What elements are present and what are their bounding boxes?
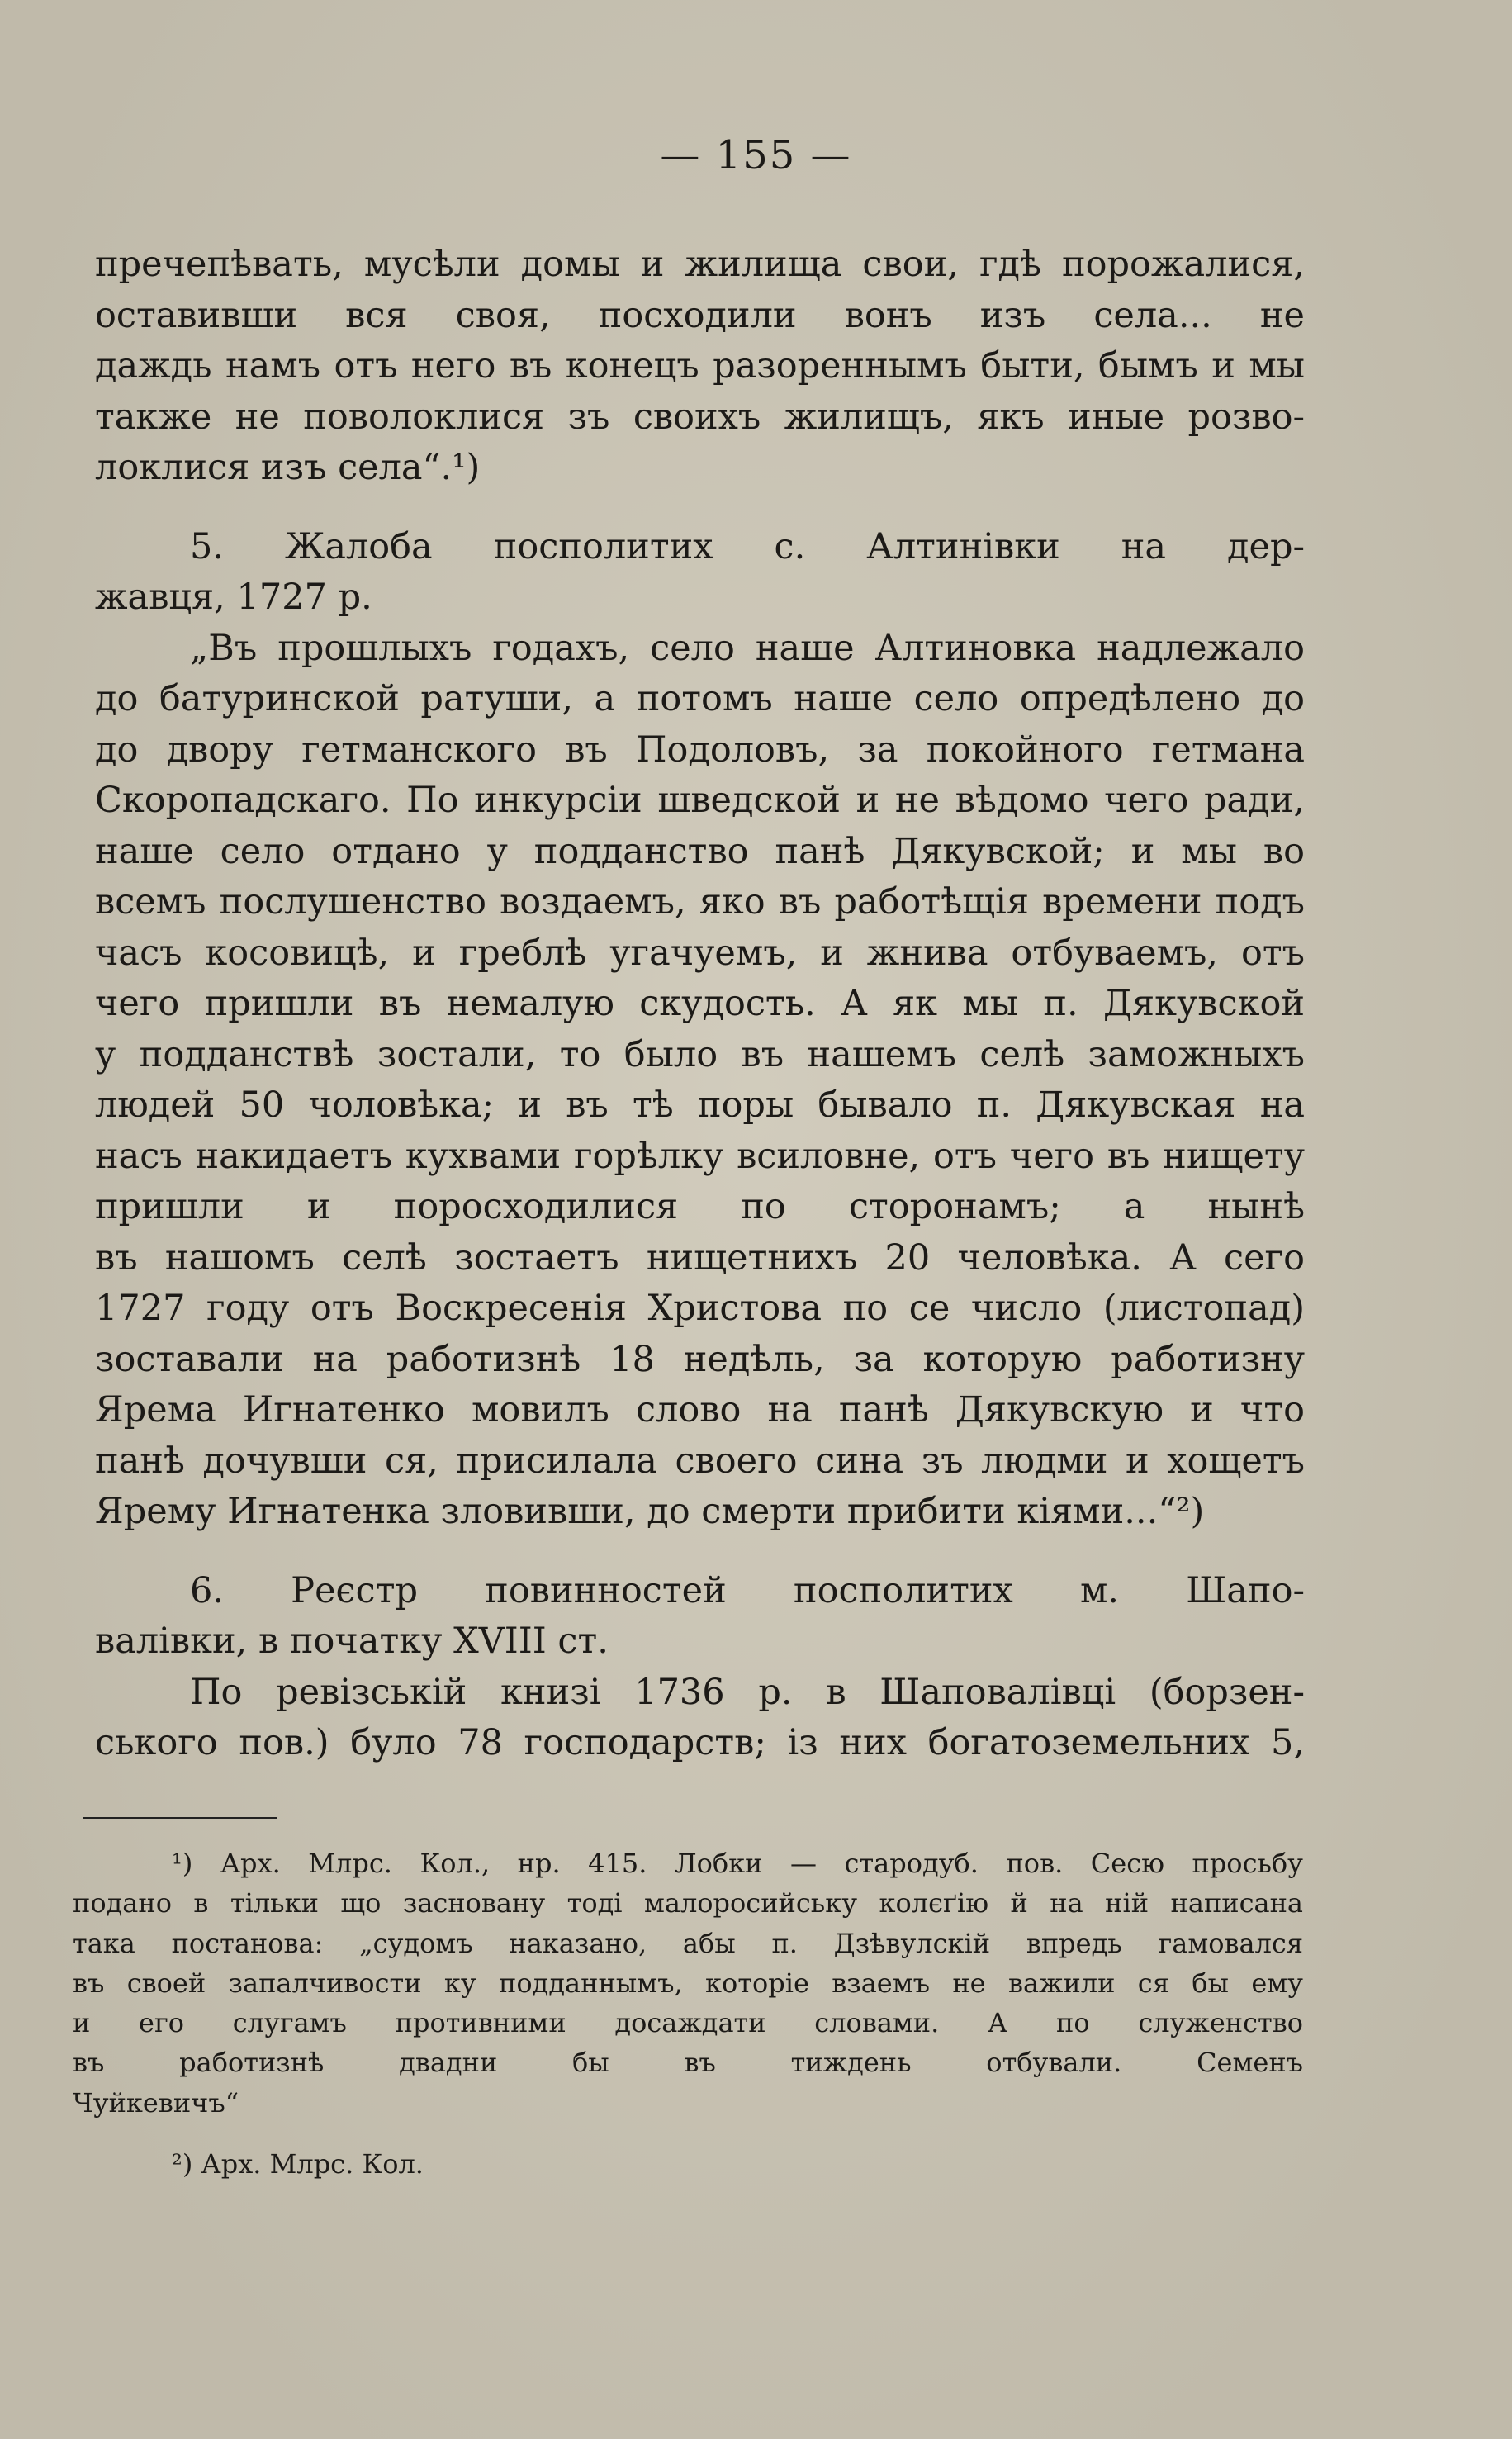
main-text [95, 240, 1305, 1769]
footnote-line: въ своей запалчивости ку подданнымъ, которіе взаемъ не важили ся бы ему [73, 1967, 1303, 1999]
heading-line: 5. Жалоба посполитих с. Алтинівки на дер- [190, 525, 1305, 567]
footnote-1 [73, 1843, 1303, 2123]
text-line: „Въ прошлыхъ годахъ, село наше Алтиновка надлежало [190, 627, 1305, 669]
text-line: зоставали на работизнѣ 18 недѣль, за которую работизну [95, 1338, 1305, 1380]
text-line: пречепѣвать, мусѣли домы и жилища свои, гдѣ порожалися, [95, 244, 1305, 285]
text-line: наше село отдано у подданство панѣ Дякувской; и мы во [95, 830, 1305, 872]
page-number: — 155 — [660, 132, 852, 178]
text-line: 1727 году отъ Воскресенія Христова по се число (листопад) [95, 1288, 1305, 1329]
section-6-heading [95, 1566, 1305, 1668]
footnote-separator [83, 1817, 277, 1819]
footnote-line: ²) Арх. Млрс. Кол. [172, 2148, 424, 2180]
text-line: ського пов.) було 78 господарств; із них богатоземельних 5, [95, 1722, 1305, 1763]
footnote-line: и его слугамъ противними досаждати словами. А по служенство [73, 2007, 1303, 2039]
text-line: въ нашомъ селѣ зостаетъ нищетнихъ 20 человѣка. А сего [95, 1236, 1305, 1279]
text-line: Ярему Игнатенка зловивши, до смерти прибити кіями...“²) [95, 1491, 1205, 1532]
footnote-line: ¹) Арх. Млрс. Кол., нр. 415. Лобки — стародуб. пов. Сесю просьбу [172, 1848, 1303, 1879]
footnote-line: въ работизнѣ двадни бы въ тиждень отбували. Семенъ [73, 2047, 1303, 2079]
text-line: у подданствѣ зостали, то было въ нашемъ селѣ заможныхъ [95, 1033, 1305, 1075]
text-line: даждь намъ отъ него въ конецъ разореннымъ быти, бымъ и мы [95, 345, 1305, 387]
text-line: По ревізській книзі 1736 р. в Шаповалівці (борзен- [190, 1671, 1305, 1713]
text-line: всемъ послушенство воздаемъ, яко въ работѣщія времени подъ [95, 881, 1305, 923]
footnote-line: подано в тільки що заcновану тоді малоросийську колєґію й на ній написана [73, 1887, 1303, 1919]
footnote-line: така постанова: „судомъ наказано, абы п. Дзѣвулскій впредь гамовался [73, 1927, 1303, 1959]
heading-line: валівки, в початку XVIII ст. [95, 1620, 609, 1662]
text-line: Скоропадскаго. По инкурсіи шведской и не вѣдомо чего ради, [95, 780, 1305, 821]
heading-line: жавця, 1727 р. [95, 577, 372, 618]
text-line: локлися изъ села“.¹) [95, 447, 481, 488]
text-line: насъ накидаетъ кухвами горѣлку всиловне, отъ чего въ нищету [95, 1135, 1305, 1177]
text-line: людей 50 чоловѣка; и въ тѣ поры бывало п. Дякувская на [95, 1084, 1305, 1126]
text-line: до батуринской ратуши, а потомъ наше село опредѣлено до [95, 678, 1305, 719]
text-line: чего пришли въ немалую скудость. А як мы п. Дякувской [95, 983, 1305, 1024]
footnotes [73, 1843, 1303, 2184]
text-line: также не поволоклися зъ своихъ жилищъ, якъ иные розво- [95, 396, 1305, 438]
footnote-2 [73, 2144, 1303, 2184]
section-5-text [95, 624, 1305, 1538]
text-line: оставивши вся своя, посходили вонъ изъ села... не [95, 294, 1305, 336]
footnote-line: Чуйкевичъ“ [73, 2086, 239, 2119]
text-line: часъ косовицѣ, и греблѣ угачуемъ, и жнива отбуваемъ, отъ [95, 932, 1305, 974]
text-line: панѣ дочувши ся, присилала своего сина зъ людми и хощетъ [95, 1440, 1305, 1482]
heading-line: 6. Реєстр повинностей посполитих м. Шапо- [190, 1569, 1305, 1611]
text-line: пришли и поросходилися по сторонамъ; а нынѣ [95, 1186, 1305, 1227]
paragraph-continuation [95, 240, 1305, 494]
section-6-text [95, 1668, 1305, 1769]
section-5-heading [95, 522, 1305, 624]
text-line: Ярема Игнатенко мовилъ слово на панѣ Дякувскую и что [95, 1389, 1305, 1431]
text-line: до двору гетманского въ Подоловъ, за покойного гетмана [95, 728, 1305, 771]
